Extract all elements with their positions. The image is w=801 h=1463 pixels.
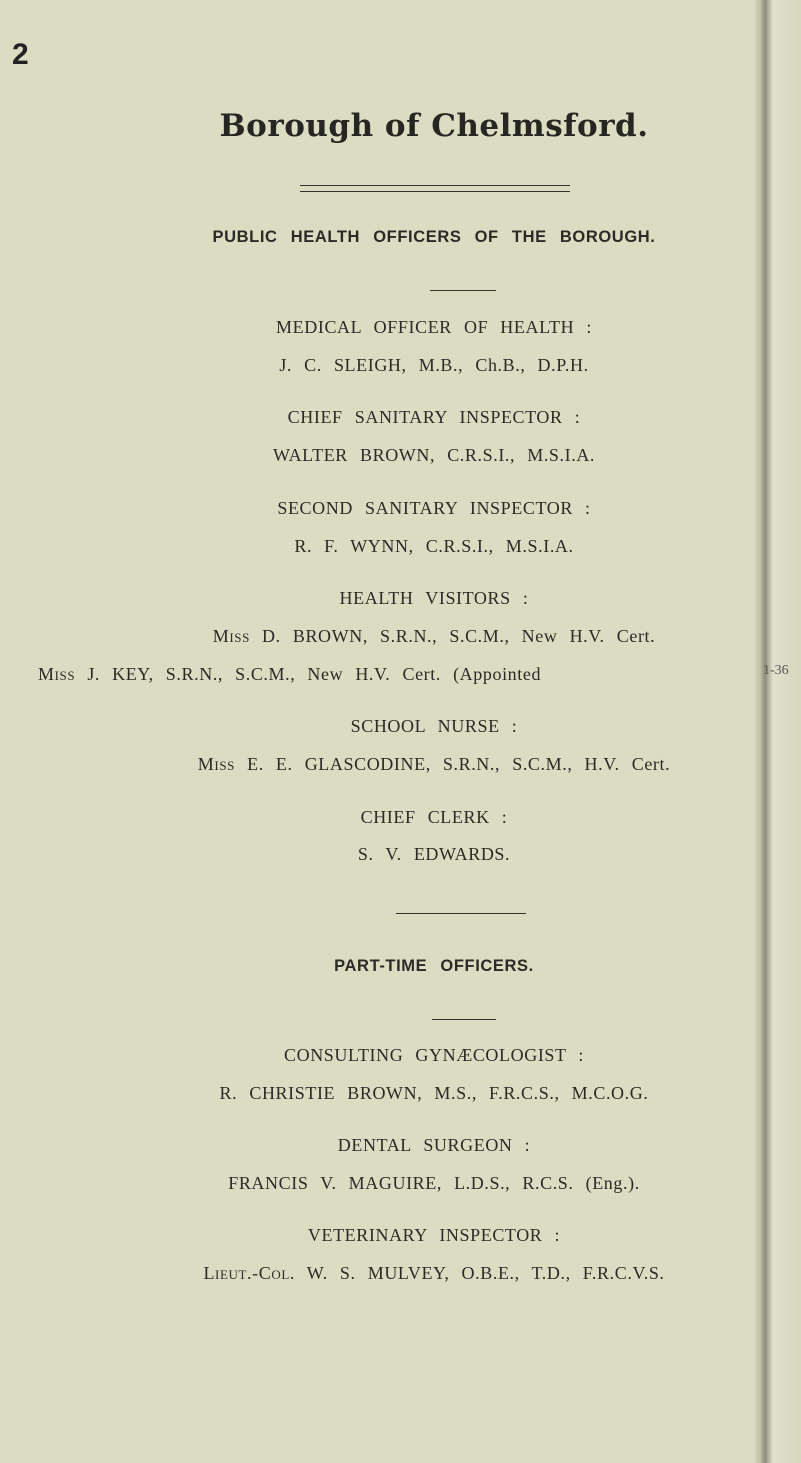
name-health-visitor-1: [0, 625, 801, 647]
prefix: Lieut.-Col.: [203, 1263, 295, 1283]
name-dental-surgeon: FRANCIS V. MAGUIRE, L.D.S., R.C.S. (Eng.).: [228, 1173, 640, 1193]
name: E. E. GLASCODINE, S.R.N., S.C.M., H.V. Cert.: [247, 754, 671, 774]
edge-fragment: 1-36: [763, 663, 789, 678]
divider: [430, 290, 496, 291]
name-chief-sanitary-inspector: WALTER BROWN, C.R.S.I., M.S.I.A.: [272, 445, 596, 465]
divider: [396, 913, 526, 914]
prefix: Miss: [212, 626, 250, 646]
section-heading: PUBLIC HEALTH OFFICERS OF THE BOROUGH.: [212, 228, 656, 246]
prefix: Miss: [38, 664, 76, 684]
page-number: 2: [12, 38, 29, 71]
name: J. KEY, S.R.N., S.C.M., New H.V. Cert. (Appointed: [87, 664, 542, 684]
role-chief-sanitary-inspector: CHIEF SANITARY INSPECTOR :: [287, 407, 581, 427]
role-second-sanitary-inspector: SECOND SANITARY INSPECTOR :: [277, 498, 591, 518]
name-second-sanitary-inspector: R. F. WYNN, C.R.S.I., M.S.I.A.: [294, 536, 574, 556]
role-dental-surgeon: DENTAL SURGEON :: [337, 1135, 531, 1155]
double-rule: [300, 185, 570, 192]
divider: [432, 1019, 496, 1020]
document-title: Borough of Chelmsford.: [219, 108, 649, 144]
role-chief-clerk: CHIEF CLERK :: [360, 807, 508, 827]
name-medical-officer: J. C. SLEIGH, M.B., Ch.B., D.P.H.: [279, 355, 589, 375]
name: W. S. MULVEY, O.B.E., T.D., F.R.C.V.S.: [306, 1263, 665, 1283]
role-school-nurse: SCHOOL NURSE :: [350, 716, 518, 736]
name-health-visitor-2: [38, 663, 541, 685]
part-time-heading: PART-TIME OFFICERS.: [334, 957, 534, 975]
prefix: Miss: [197, 754, 235, 774]
name-veterinary-inspector: [0, 1262, 801, 1284]
role-health-visitors: HEALTH VISITORS :: [339, 588, 529, 608]
role-consulting-gynaecologist: CONSULTING GYNÆCOLOGIST :: [283, 1045, 585, 1065]
name-consulting-gynaecologist: R. CHRISTIE BROWN, M.S., F.R.C.S., M.C.O.G.: [219, 1083, 649, 1103]
name: D. BROWN, S.R.N., S.C.M., New H.V. Cert.: [262, 626, 656, 646]
role-veterinary-inspector: VETERINARY INSPECTOR :: [307, 1225, 561, 1245]
role-medical-officer: MEDICAL OFFICER OF HEALTH :: [276, 317, 592, 337]
name-chief-clerk: S. V. EDWARDS.: [357, 844, 511, 864]
name-school-nurse: [0, 753, 801, 775]
